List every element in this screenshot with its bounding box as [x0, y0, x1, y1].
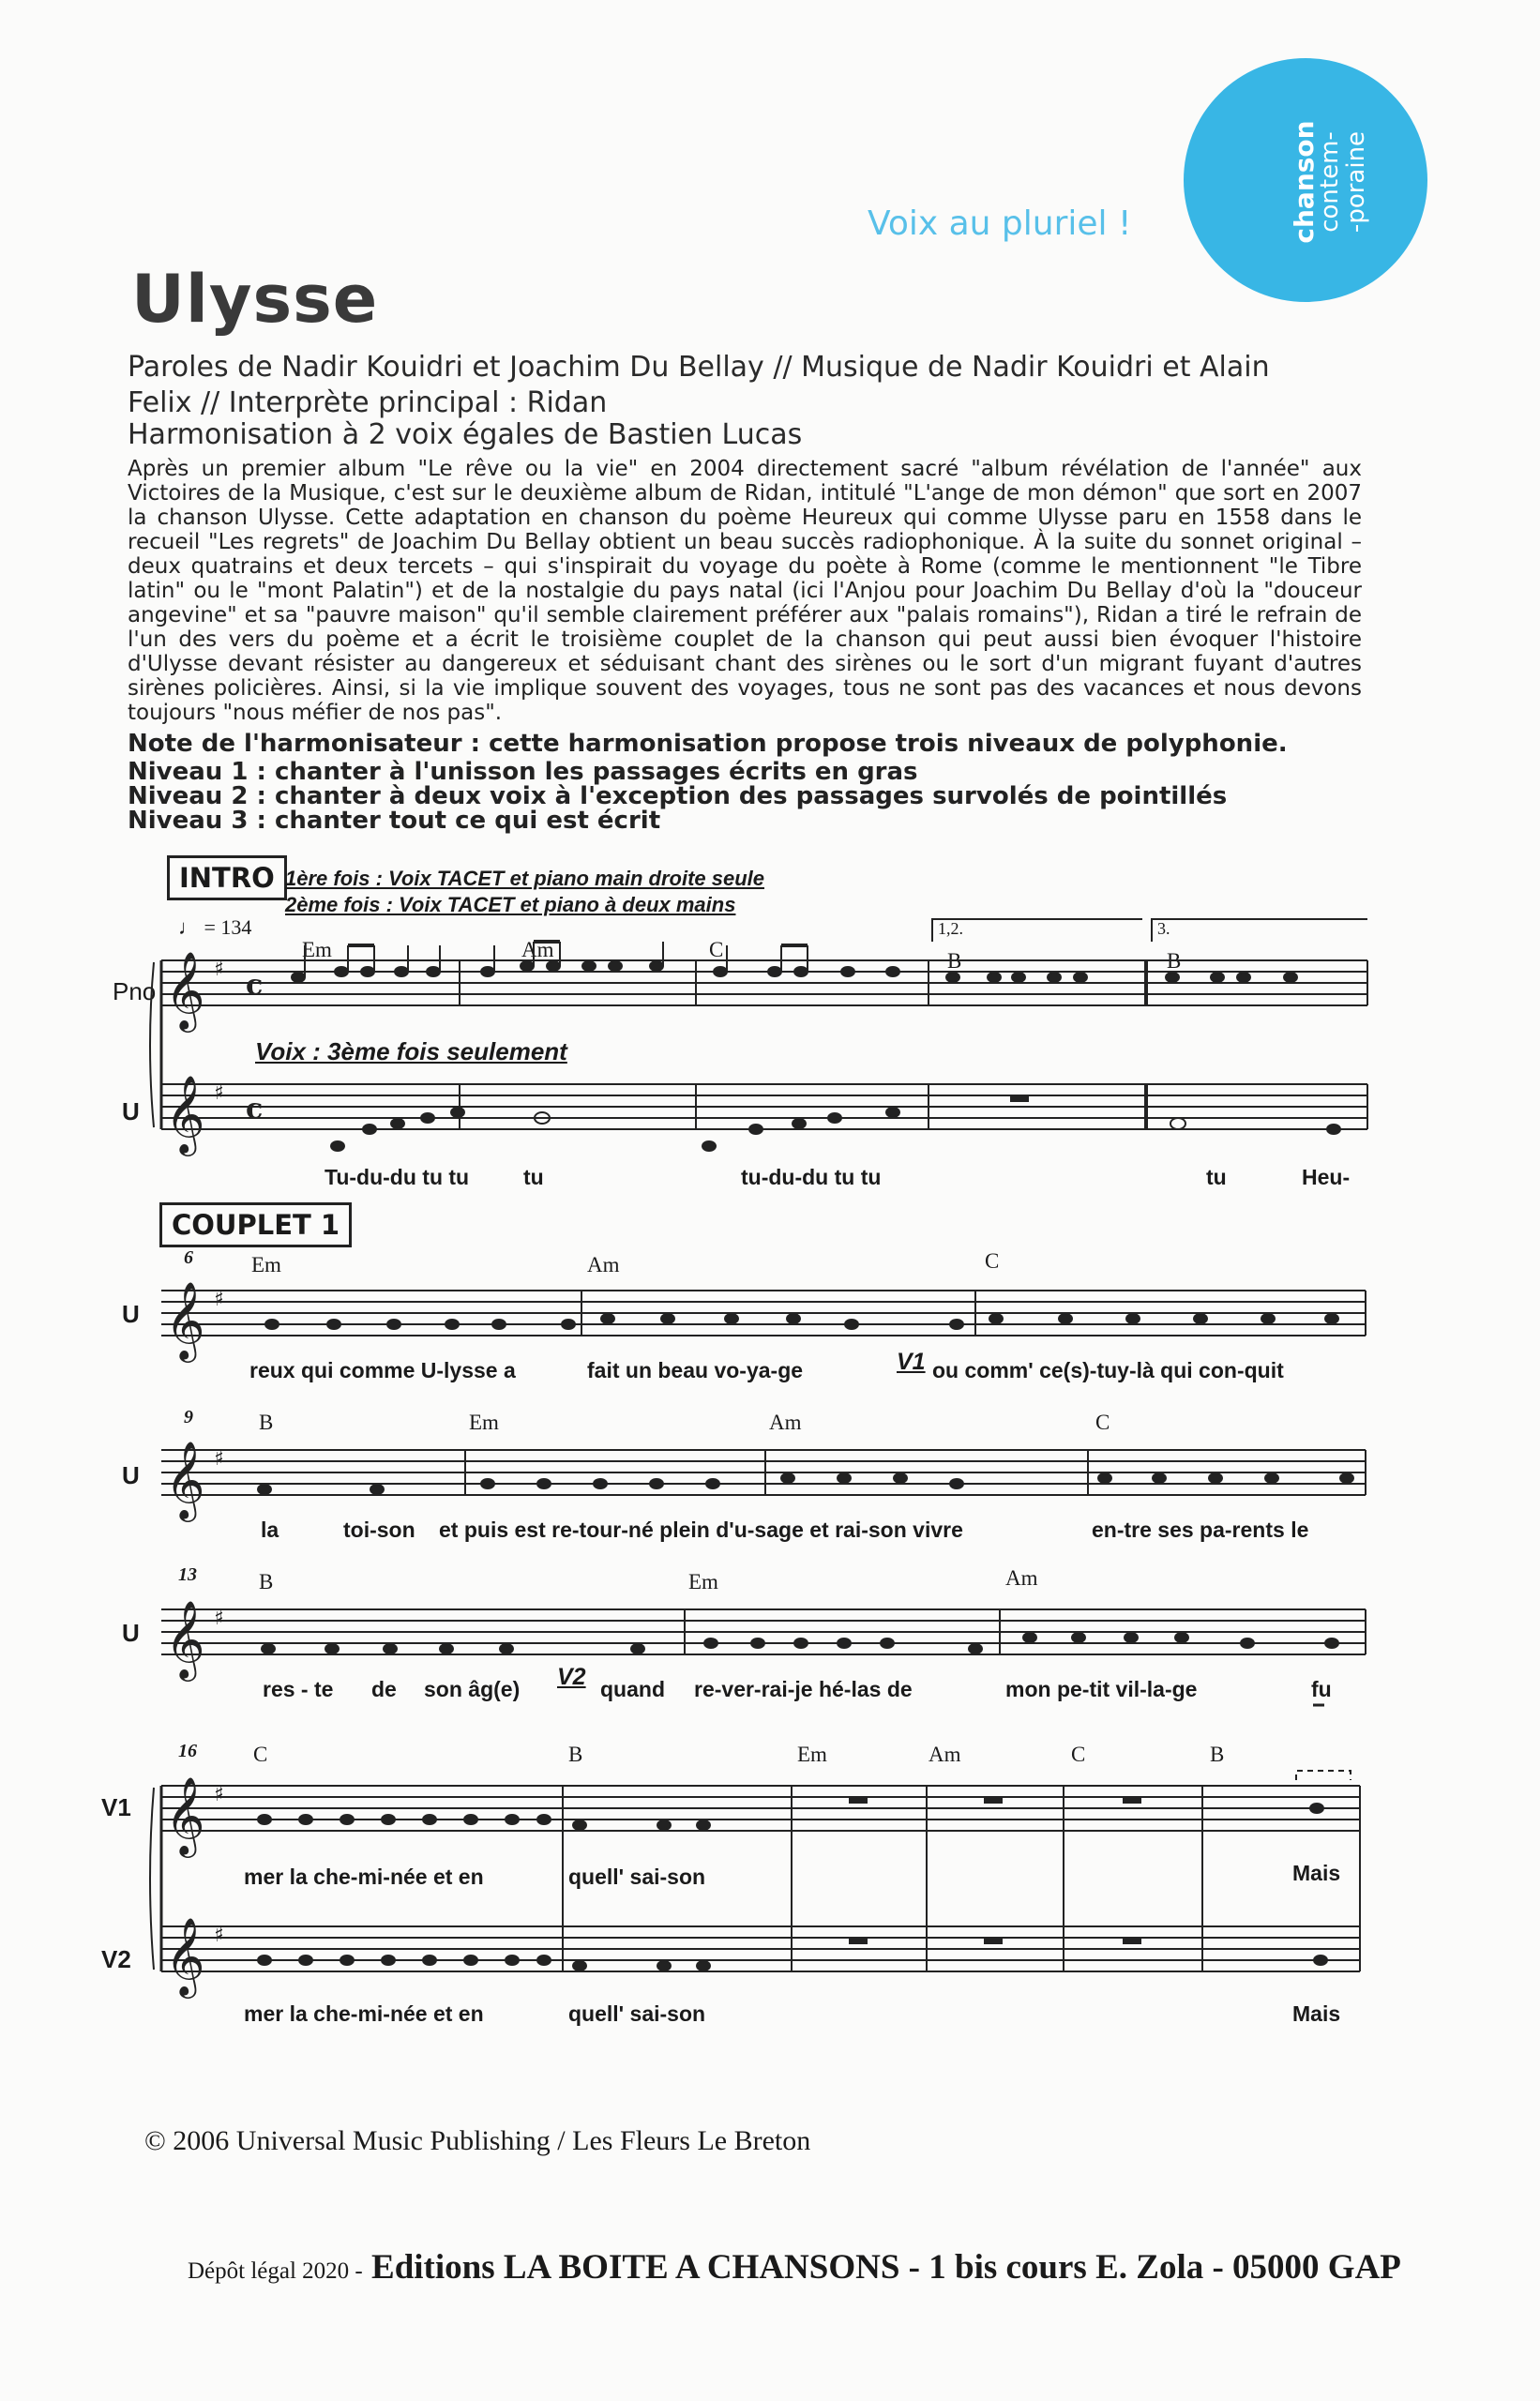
staff-label-voice1: V1 [101, 1793, 131, 1821]
lyric: quand [600, 1677, 665, 1701]
staff-system-6 [161, 1291, 1366, 1336]
svg-text:♯: ♯ [214, 1924, 224, 1947]
ending-bracket-label: 3. [1157, 919, 1170, 938]
chord-symbol: Em [251, 1253, 281, 1276]
chord-symbol: Am [769, 1411, 802, 1434]
chord-symbol: C [1071, 1743, 1086, 1766]
credits-line2: Felix // Interprète principal : Ridan [128, 386, 608, 419]
svg-text:c: c [246, 1093, 264, 1125]
lyric: tu-du-du tu tu [741, 1165, 882, 1189]
lyric: Mais [1292, 1861, 1341, 1885]
svg-text:♯: ♯ [214, 1783, 224, 1806]
measure-number: 6 [184, 1247, 193, 1268]
lyric: quell' sai-son [568, 1865, 706, 1889]
svg-text:c: c [246, 969, 264, 1002]
credits-line3: Harmonisation à 2 voix égales de Bastien Lucas [128, 418, 803, 451]
staff-label-unison: U [122, 1300, 140, 1328]
ending-bracket-label: 1,2. [938, 919, 963, 938]
voice-notes [331, 1095, 1340, 1151]
note-line: Niveau 1 : chanter à l'unisson les passages écrits en gras [128, 758, 918, 786]
svg-text:♯: ♯ [214, 1081, 224, 1105]
svg-text:𝄞: 𝄞 [165, 1775, 205, 1854]
staff-system-9 [161, 1450, 1366, 1495]
chord-symbol: Am [521, 938, 554, 961]
lyric: re-ver-rai-je hé-las de [694, 1677, 913, 1701]
chord-symbol: B [259, 1411, 274, 1434]
lyric: reux qui comme U-lysse a [249, 1358, 516, 1382]
chord-symbol: B [568, 1743, 583, 1766]
chord-symbol: B [947, 949, 962, 973]
intro-paragraph: Après un premier album "Le rêve ou la vie" en 2004 directement sacré "album révélation de l'année" aux Victoires de la Musique, c'est sur le deuxième album de Ridan, intitulé "L'ange de mon démon" que sort en 2007 la chanson Ulysse. Cette adaptation en chanson du poème Heureux qui comme Ulysse paru en 1558 dans le recueil "Les regrets" de Joachim Du Bellay obtient un beau succès radiophonique. À la suite du sonnet original – deux quatrains et deux tercets – qui s'inspirait du voyage du poète à Rome (comme le mentionnent "le Tibre latin" ou le "mont Palatin") et de la nostalgie du pays natal (ici l'Anjou pour Joachim Du Bellay d'où la "douceur angevine" et sa "pauvre maison" qu'il semble clairement préférer aux "palais romains"), Ridan a tiré le refrain de l'un des vers du poème et a écrit le troisième couplet de la chanson qui peut aussi bien évoquer l'histoire d'Ulysse devant résister au dangereux et séduisant chant des sirènes ou le sort d'un migrant fuyant d'autres sirènes policières. Ainsi, si la vie implique souvent des voyages, tous ne sont pas des vacances et nous devons toujours "nous méfier de nos pas". [128, 457, 1362, 725]
chord-symbol: Em [302, 938, 332, 961]
voice-marker-v2: V2 [557, 1664, 586, 1690]
voix-instruction: Voix : 3ème fois seulement [255, 1037, 567, 1065]
chord-symbol: Am [929, 1743, 961, 1766]
depot-legal: Dépôt légal 2020 - [188, 2258, 363, 2284]
lyric: tu [523, 1165, 544, 1189]
lyric: Mais [1292, 2001, 1341, 2026]
svg-text:♯: ♯ [214, 1607, 224, 1630]
svg-text:𝄞: 𝄞 [165, 1440, 205, 1518]
svg-text:𝄞: 𝄞 [165, 1916, 205, 1995]
badge-line3: -poraine [1341, 130, 1370, 234]
intro-section-label: INTRO [167, 855, 287, 900]
chord-symbol: Am [1005, 1566, 1038, 1590]
lyric: son âg(e) [424, 1677, 521, 1701]
lyric: et puis est re-tour-né plein d'u-sage et rai-son vivre [439, 1518, 963, 1542]
voice-marker-v1: V1 [897, 1349, 926, 1375]
svg-text:𝄞: 𝄞 [165, 1599, 205, 1678]
chord-symbol: B [1210, 1743, 1225, 1766]
svg-text:𝄞: 𝄞 [165, 1074, 205, 1153]
svg-text:𝄞: 𝄞 [165, 1280, 205, 1359]
chord-symbol: C [253, 1743, 268, 1766]
staff-label-unison: U [122, 1461, 140, 1489]
staff-label-unison: U [122, 1619, 140, 1647]
note-line: Niveau 3 : chanter tout ce qui est écrit [128, 807, 661, 835]
badge-line2: contem- [1316, 131, 1345, 233]
intro-instruction-2: 2ème fois : Voix TACET et piano à deux mains [285, 893, 736, 916]
lyric: res - te [263, 1677, 334, 1701]
note-line: Niveau 2 : chanter à deux voix à l'exception des passages survolés de pointillés [128, 782, 1228, 810]
lyric: toi-son [343, 1518, 415, 1542]
tempo-marking: ♩ = 134 [178, 915, 252, 939]
chord-symbol: Em [797, 1743, 827, 1766]
chord-symbol: C [1095, 1411, 1110, 1434]
lyric: mer la che-mi-née et en [244, 2001, 484, 2026]
lyric: fait un beau vo-ya-ge [587, 1358, 804, 1382]
staff-system-13 [161, 1609, 1366, 1654]
measure-number: 13 [178, 1564, 197, 1585]
intro-instruction-1: 1ère fois : Voix TACET et piano main droite seule [285, 867, 764, 890]
lyric: tu [1206, 1165, 1227, 1189]
page-title: Ulysse [131, 261, 379, 338]
lyric: de [371, 1677, 397, 1701]
staff-system-16-v2 [161, 1926, 1360, 1971]
chord-symbol: B [1167, 949, 1182, 973]
slogan: Voix au pluriel ! [868, 204, 1132, 243]
svg-text:♯: ♯ [214, 958, 224, 981]
chord-symbol: C [709, 938, 724, 961]
couplet-section-label: COUPLET 1 [159, 1202, 352, 1247]
staff-label-voice2: V2 [101, 1945, 131, 1973]
lyric: la [261, 1518, 279, 1542]
note-line: Note de l'harmonisateur : cette harmonisation propose trois niveaux de polyphonie. [128, 730, 1288, 758]
publisher-name: Editions LA BOITE A CHANSONS - 1 bis cours E. Zola - 05000 GAP [362, 2248, 1401, 2287]
chord-symbol: Em [469, 1411, 499, 1434]
chord-symbol: Em [688, 1570, 718, 1593]
lyric: quell' sai-son [568, 2001, 706, 2026]
staff-system-16-v1 [161, 1786, 1360, 1831]
lyric: ou comm' ce(s)-tuy-là qui con-quit [932, 1358, 1284, 1382]
lyric: mon pe-tit vil-la-ge [1005, 1677, 1198, 1701]
lyric: en-tre ses pa-rents le [1092, 1518, 1309, 1542]
credits-line1: Paroles de Nadir Kouidri et Joachim Du Bellay // Musique de Nadir Kouidri et Alain [128, 351, 1270, 384]
copyright-notice: © 2006 Universal Music Publishing / Les Fleurs Le Breton [144, 2125, 811, 2156]
svg-text:𝄞: 𝄞 [165, 950, 205, 1029]
intro-voice-staff [161, 1084, 1367, 1129]
lyric: fu [1311, 1677, 1332, 1701]
lyric: mer la che-mi-née et en [244, 1865, 484, 1889]
chord-symbol: B [259, 1570, 274, 1593]
staff-label-piano: Pno [113, 977, 157, 1005]
publisher-footer [188, 2247, 1401, 2288]
chord-symbol: C [985, 1249, 1000, 1273]
chord-symbol: Am [587, 1253, 620, 1276]
svg-text:♯: ♯ [214, 1447, 224, 1471]
staff-label-unison: U [122, 1097, 140, 1125]
svg-text:♯: ♯ [214, 1288, 224, 1311]
lyric: Heu- [1302, 1165, 1351, 1189]
measure-number: 9 [184, 1407, 193, 1427]
lyric: Tu-du-du tu tu [325, 1165, 470, 1189]
badge-line1: chanson [1289, 120, 1321, 244]
measure-number: 16 [178, 1741, 197, 1761]
